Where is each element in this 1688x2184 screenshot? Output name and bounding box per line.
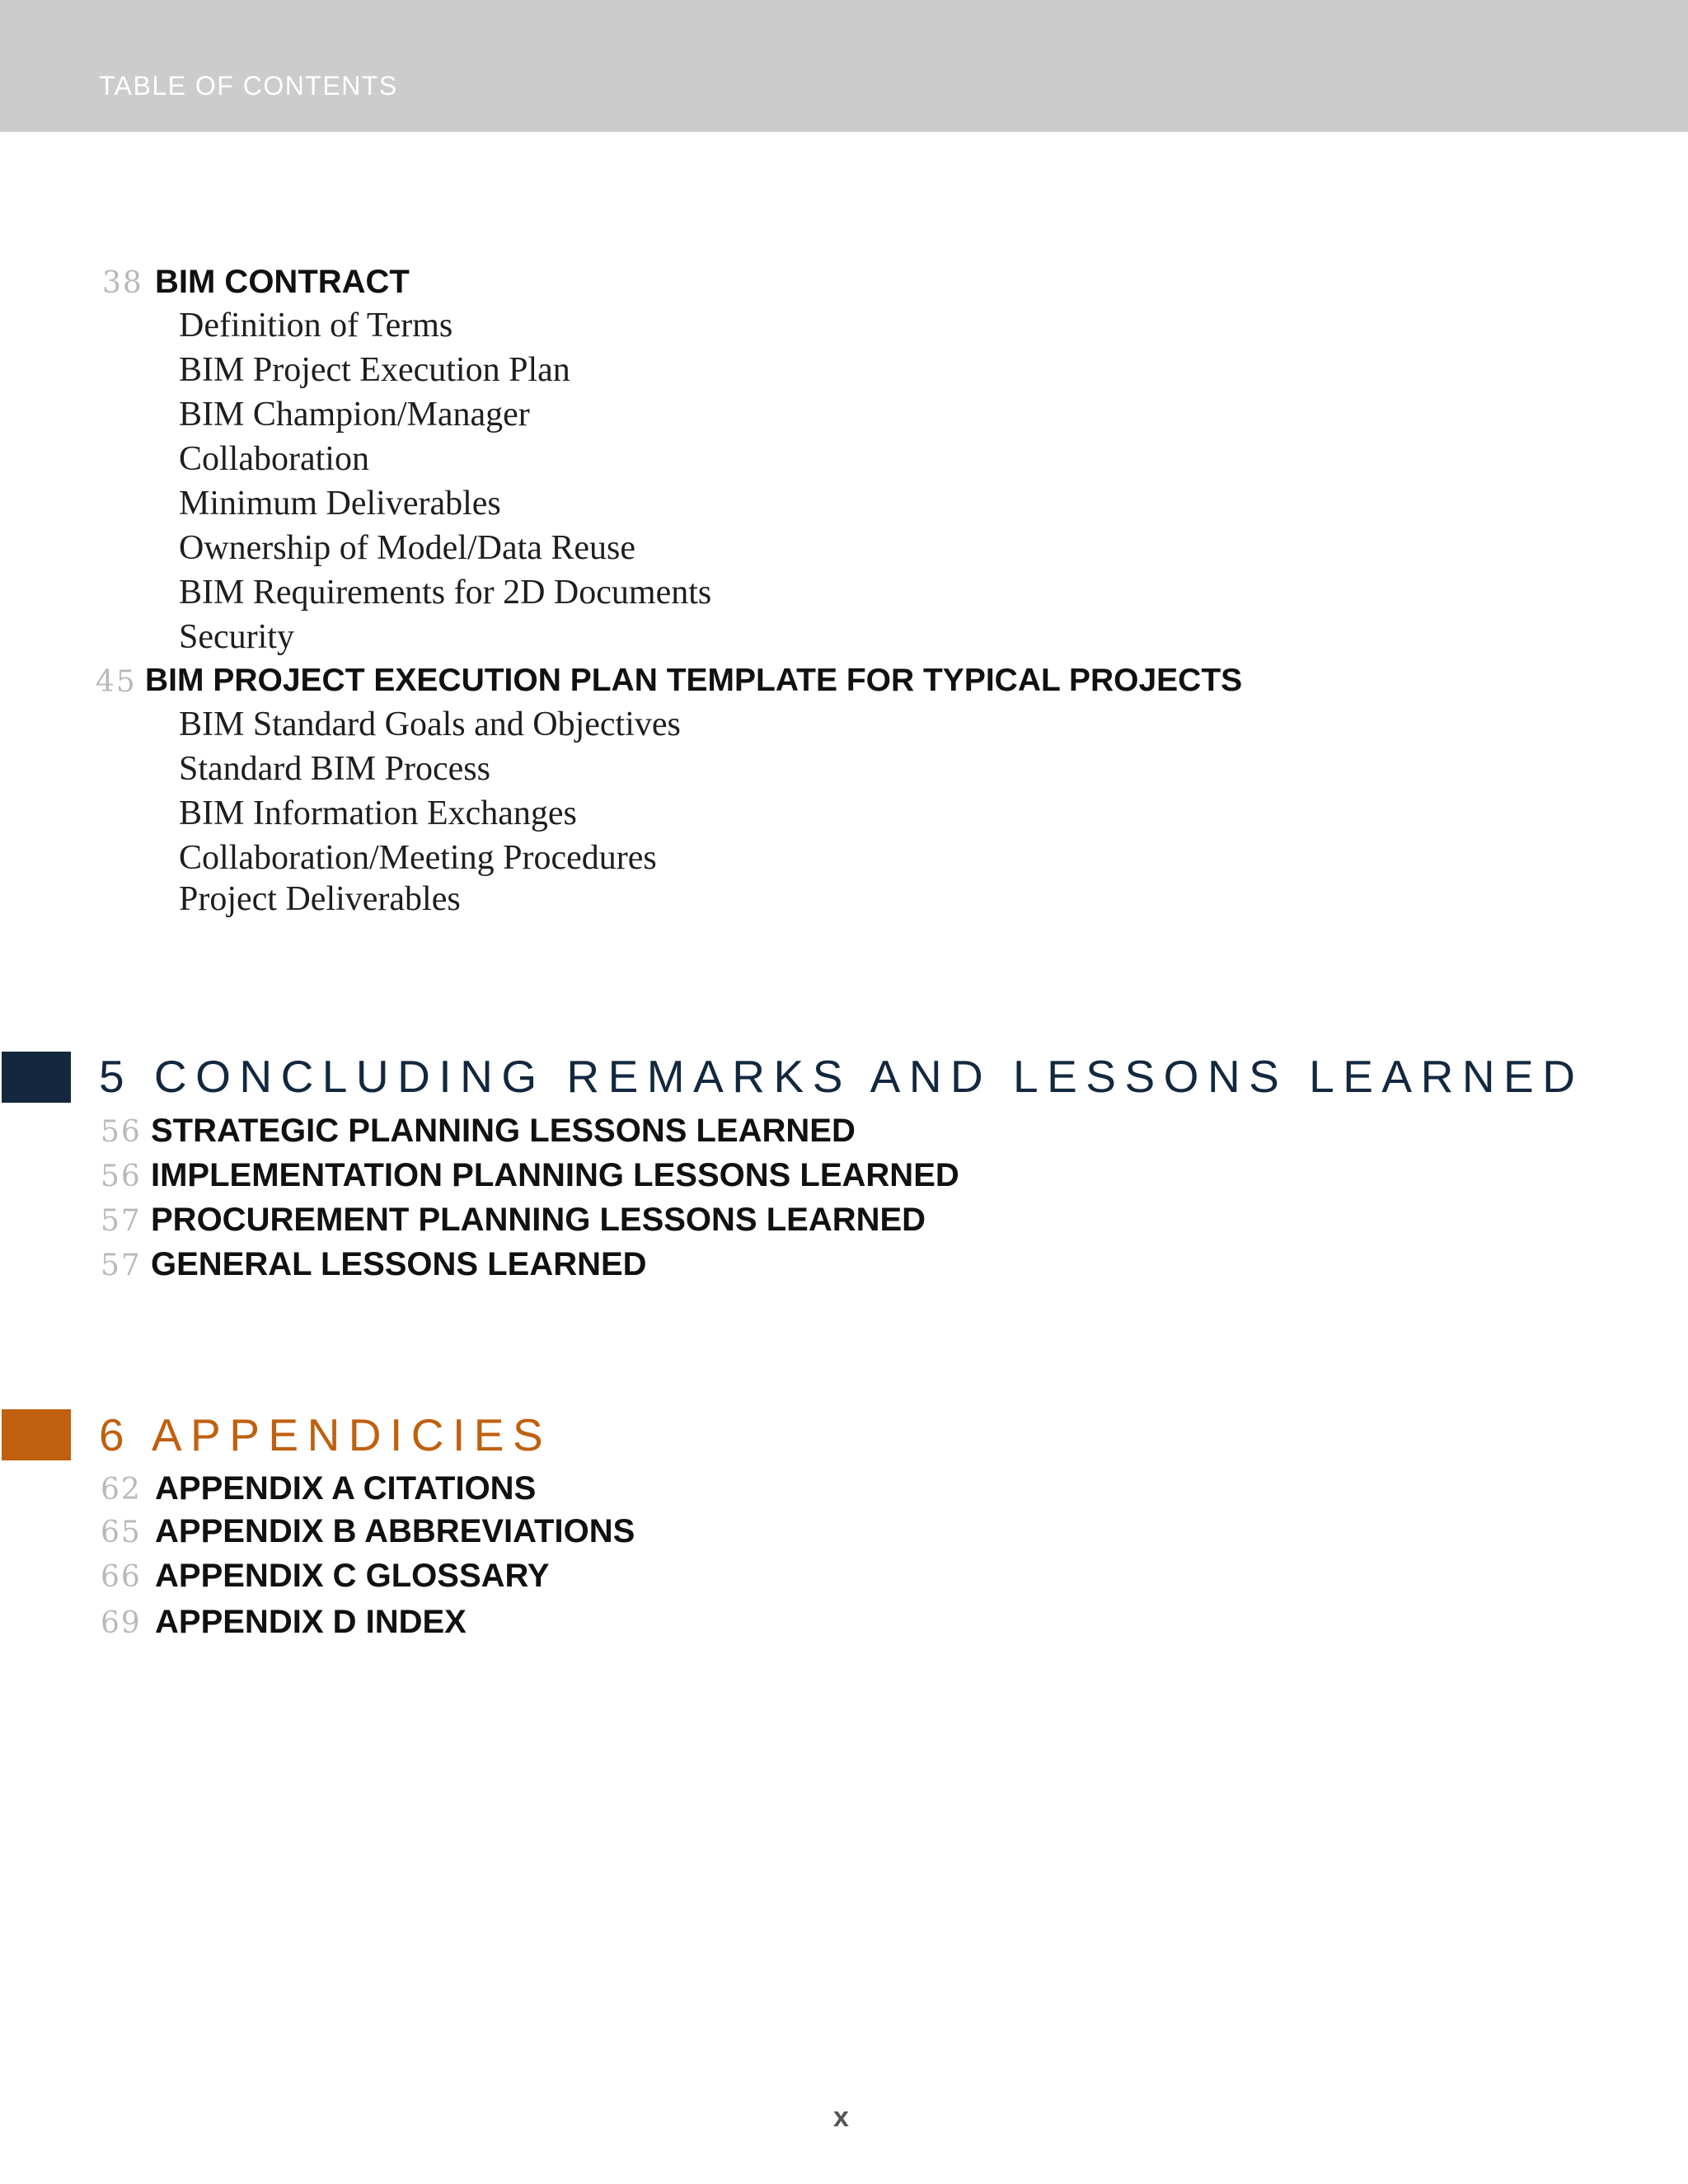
page-number: x <box>833 2102 849 2133</box>
toc-entry-title: APPENDIX A CITATIONS <box>155 1470 537 1507</box>
toc-subitem[interactable]: BIM Information Exchanges <box>179 794 577 832</box>
toc-entry-title: STRATEGIC PLANNING LESSONS LEARNED <box>151 1113 856 1149</box>
toc-subitem[interactable]: Ownership of Model/Data Reuse <box>179 529 636 567</box>
toc-entry-title: BIM PROJECT EXECUTION PLAN TEMPLATE FOR TYPICAL PROJECTS <box>145 663 1243 698</box>
toc-subitem[interactable]: Collaboration <box>179 440 369 478</box>
toc-subitem[interactable]: BIM Champion/Manager <box>179 396 530 434</box>
section-5-heading: 5 CONCLUDING REMARKS AND LESSONS LEARNED <box>99 1051 1584 1102</box>
toc-subitem[interactable]: Collaboration/Meeting Procedures <box>179 839 657 877</box>
toc-subitem[interactable]: BIM Standard Goals and Objectives <box>179 705 681 743</box>
toc-entry-title: BIM CONTRACT <box>155 264 410 300</box>
toc-page-number: 62 <box>101 1473 142 1507</box>
section-6-marker <box>2 1409 71 1460</box>
toc-subitem[interactable]: Security <box>179 618 294 656</box>
toc-page-number: 56 <box>101 1160 142 1193</box>
page-header-title: TABLE OF CONTENTS <box>99 71 398 101</box>
toc-subitem[interactable]: Project Deliverables <box>179 880 461 918</box>
toc-page-number: 45 <box>96 665 137 699</box>
toc-page-number: 38 <box>102 266 143 300</box>
toc-page-number: 57 <box>101 1249 142 1282</box>
header-band <box>0 0 1688 132</box>
toc-page-number: 66 <box>101 1560 142 1594</box>
section-5-marker <box>2 1052 71 1103</box>
toc-entry-title: PROCUREMENT PLANNING LESSONS LEARNED <box>151 1202 926 1238</box>
toc-subitem[interactable]: Minimum Deliverables <box>179 485 501 523</box>
section-6-heading: 6 APPENDICIES <box>99 1409 552 1460</box>
toc-entry-title: GENERAL LESSONS LEARNED <box>151 1246 647 1282</box>
toc-entry-title: APPENDIX D INDEX <box>155 1604 467 1640</box>
toc-page-number: 57 <box>101 1204 142 1238</box>
toc-subitem[interactable]: Definition of Terms <box>179 307 453 344</box>
toc-subitem[interactable]: BIM Requirements for 2D Documents <box>179 574 712 612</box>
toc-subitem[interactable]: BIM Project Execution Plan <box>179 351 570 389</box>
toc-subitem[interactable]: Standard BIM Process <box>179 750 490 788</box>
toc-page-number: 65 <box>101 1516 142 1549</box>
toc-page-number: 56 <box>101 1115 142 1149</box>
toc-page-number: 69 <box>101 1606 142 1640</box>
toc-entry-title: APPENDIX C GLOSSARY <box>155 1558 550 1594</box>
toc-entry-title: IMPLEMENTATION PLANNING LESSONS LEARNED <box>151 1157 959 1193</box>
toc-entry-title: APPENDIX B ABBREVIATIONS <box>155 1513 635 1549</box>
